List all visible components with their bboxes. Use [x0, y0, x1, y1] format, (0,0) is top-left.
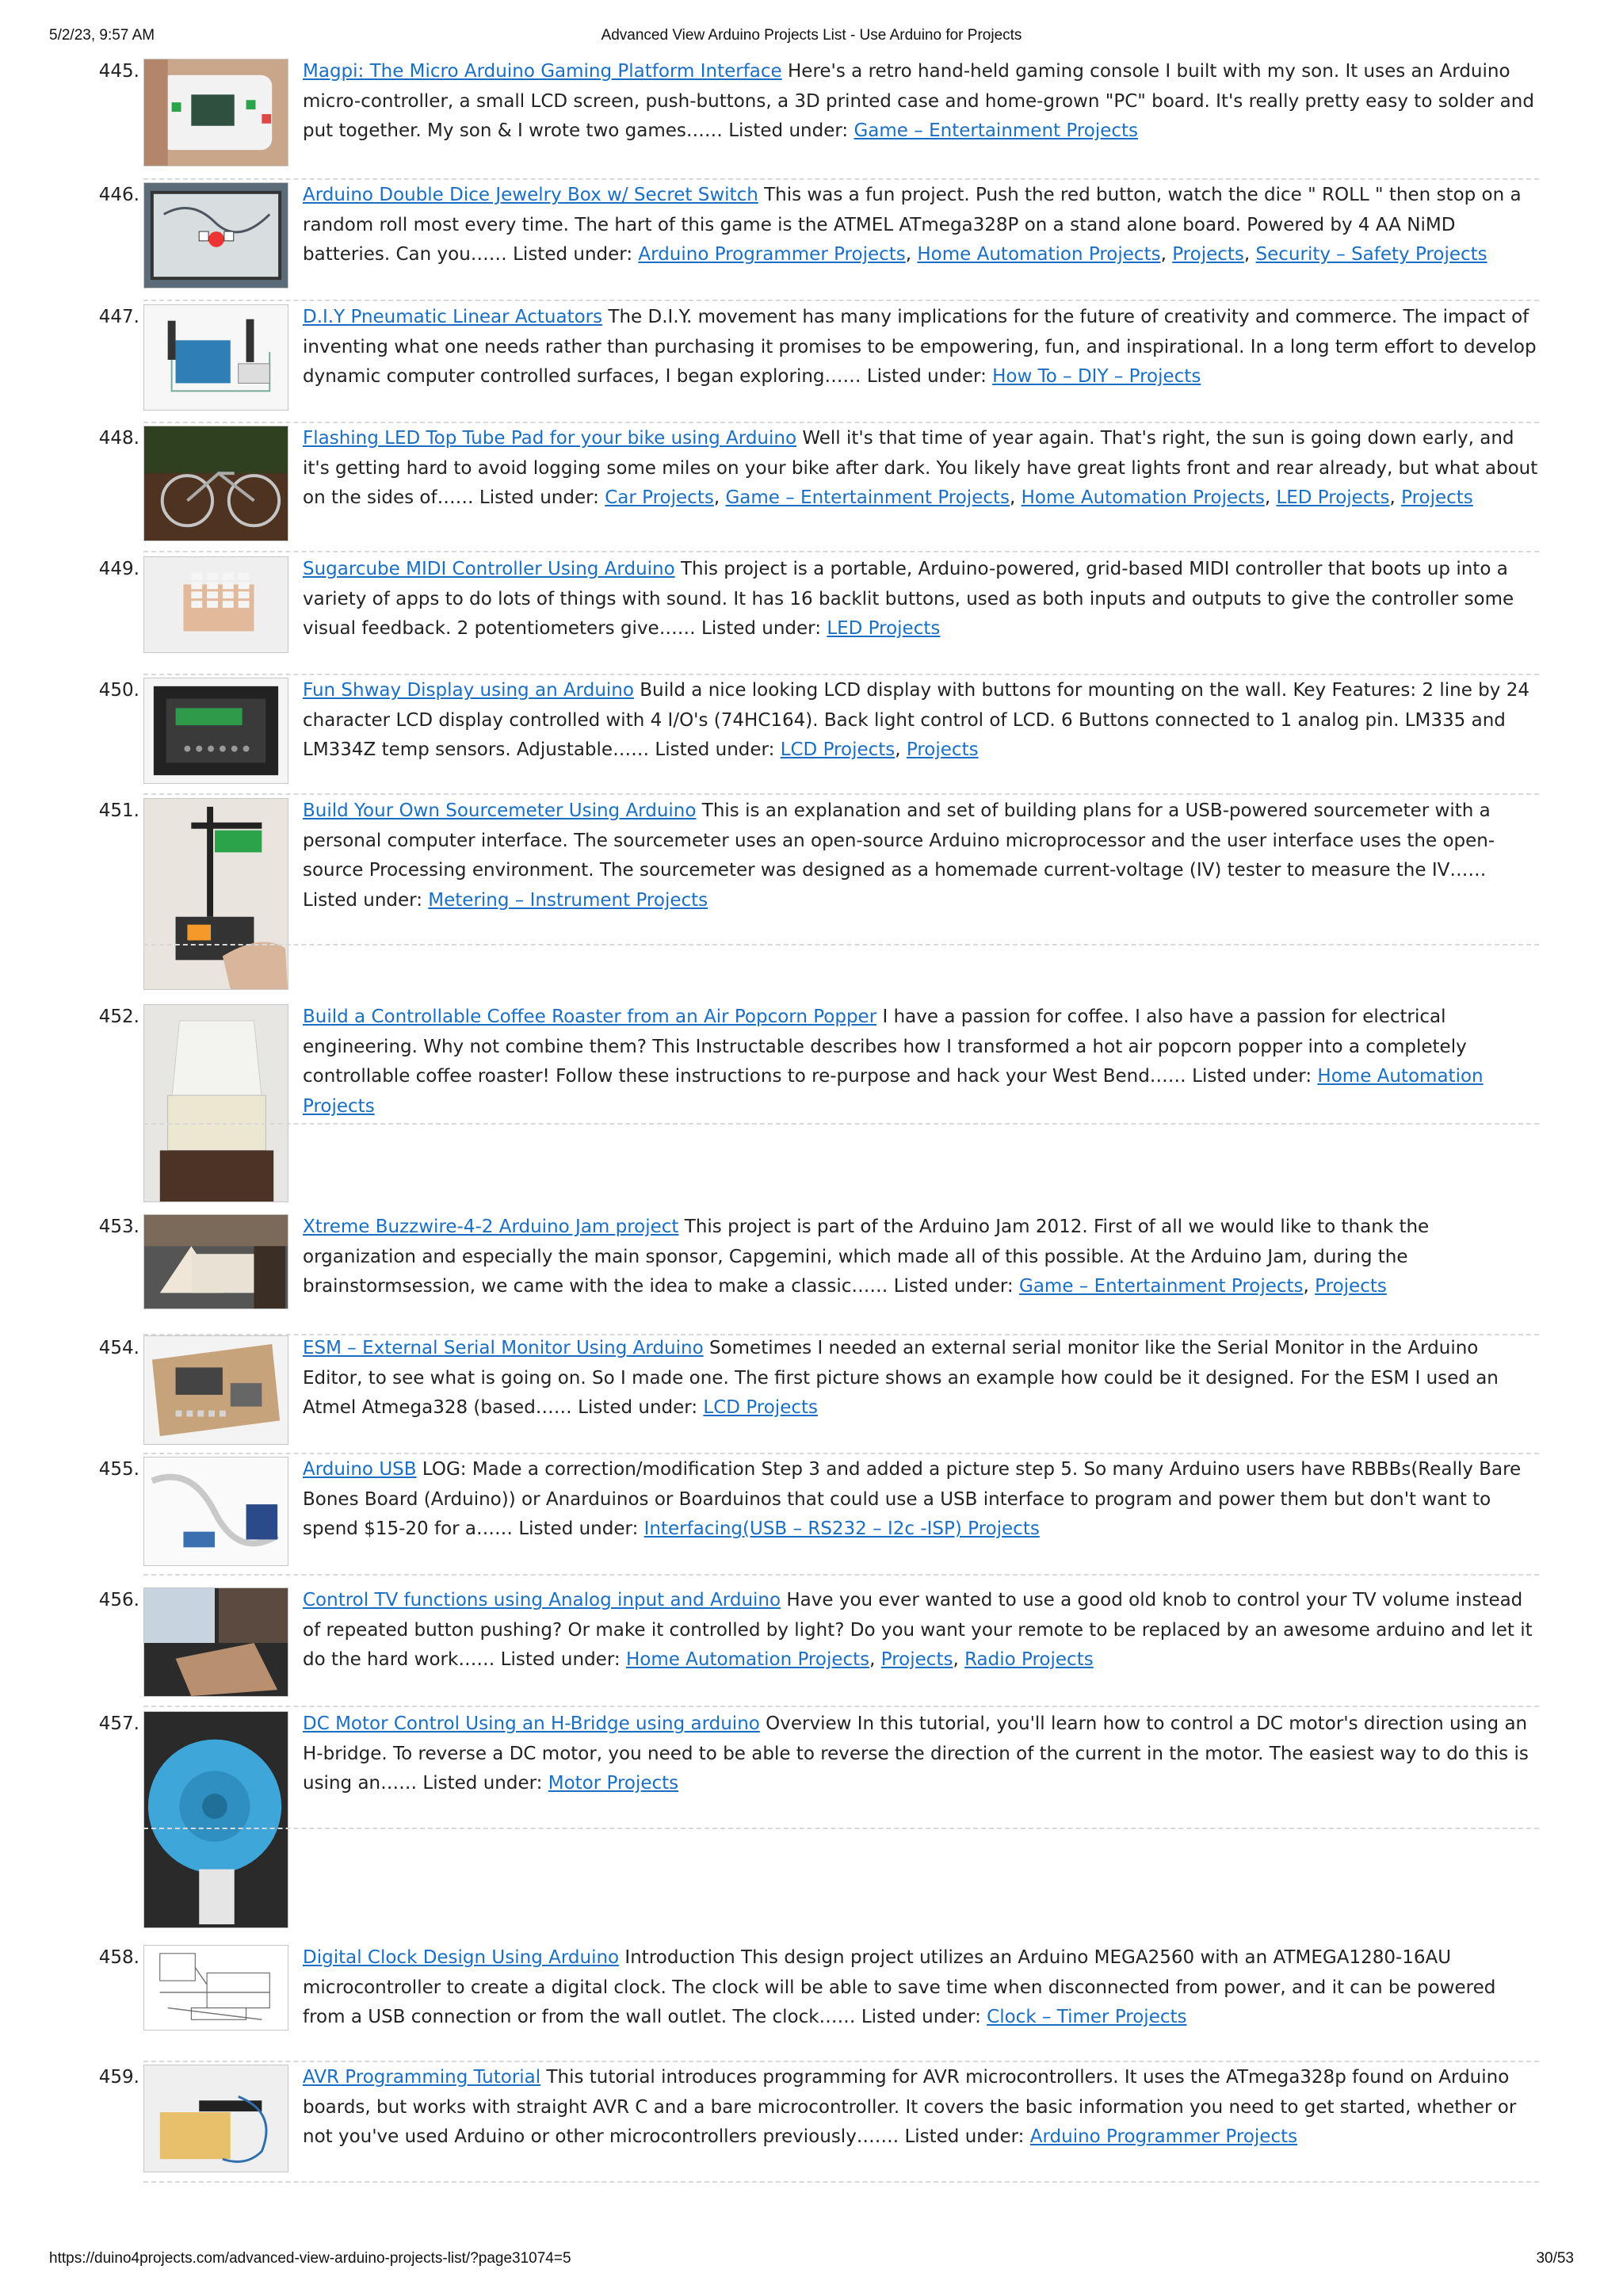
category-link[interactable]: Arduino Programmer Projects	[638, 244, 906, 265]
category-separator: ,	[953, 1649, 965, 1670]
print-footer	[0, 2250, 1623, 2271]
project-description: I have a passion for coffee. I also have a passion for electrical engineering. Why not combine them? This Instructable describes how I transformed a hot air popcorn popper into a completely controllable coffee roaster! Follow these instructions to re-purpose and hack your West Bend……	[303, 1007, 1467, 1087]
entry-text	[303, 57, 1539, 147]
category-separator: ,	[1010, 487, 1022, 508]
category-link[interactable]: Home Automation Projects	[1021, 487, 1265, 508]
category-link[interactable]: Projects	[1315, 1276, 1387, 1297]
entry-number: 446.	[98, 185, 139, 205]
project-description: Introduction This design project utilizes an Arduino MEGA2560 with an ATMEGA1280-16AU microcontroller to create a digital clock. The clock will be able to save time when disconnected from power, and it can be powered from a USB connection or from the wall outlet. The clock……	[303, 1947, 1496, 2027]
category-separator: ,	[713, 487, 726, 508]
category-link[interactable]: LED Projects	[1276, 487, 1390, 508]
entry-text	[303, 555, 1539, 644]
listed-under-label: Listed under:	[904, 2126, 1030, 2147]
category-link[interactable]: Metering – Instrument Projects	[428, 889, 708, 911]
project-thumbnail[interactable]	[143, 1335, 288, 1445]
project-description: This is an explanation and set of building plans for a USB-powered sourcemeter with a personal computer interface. The sourcemeter uses an open-source Arduino microprocessor and the user interface uses the open-source Processing environment. The sourcemeter was designed as a homemade current-voltage (IV) tester to measure the IV……	[303, 800, 1495, 881]
entry-text	[303, 181, 1539, 270]
project-title-link[interactable]: Digital Clock Design Using Arduino	[303, 1947, 620, 1968]
entry-number: 450.	[98, 680, 139, 701]
project-title-link[interactable]: Flashing LED Top Tube Pad for your bike using Arduino	[303, 428, 797, 449]
project-title-link[interactable]: Control TV functions using Analog input and Arduino	[303, 1590, 781, 1610]
category-separator: ,	[905, 244, 918, 265]
project-description: This project is part of the Arduino Jam 2012. First of all we would like to thank the organization and especially the main sponsor, Capgemini, which made all of this possible. At the Arduino Jam, during the brainstormsession, we came with the idea to make a classic……	[303, 1217, 1430, 1297]
entry-number: 454.	[98, 1338, 139, 1358]
listed-under-label: Listed under:	[518, 1519, 644, 1539]
category-link[interactable]: LCD Projects	[703, 1397, 818, 1418]
entry-divider	[143, 944, 1539, 946]
entry-text	[303, 2063, 1539, 2153]
project-title-link[interactable]: D.I.Y Pneumatic Linear Actuators	[303, 307, 603, 327]
category-link[interactable]: Clock – Timer Projects	[987, 2007, 1187, 2027]
print-page-number: 30/53	[1536, 2250, 1574, 2267]
listed-under-label: Listed under:	[701, 618, 827, 639]
listed-under-label: Listed under:	[866, 366, 993, 387]
project-description: Overview In this tutorial, you'll learn how to control a DC motor's direction using an H-bridge. To reverse a DC motor, you need to be able to reverse the direction of the current in the motor. The easiest way to do this is using an……	[303, 1713, 1529, 1794]
entry-text	[303, 1455, 1539, 1545]
project-description: Well it's that time of year again. That's right, the sun is going down early, and it's getting hard to avoid logging some miles on your bike after dark. You likely have great lights front and rear already, but what about on the sides of……	[303, 428, 1538, 508]
category-link[interactable]: Projects	[906, 739, 979, 760]
entry-text	[303, 797, 1539, 915]
entry-divider	[143, 1706, 1539, 1707]
print-header	[0, 27, 1623, 48]
project-thumbnail[interactable]	[143, 556, 288, 653]
listed-under-label: Listed under:	[500, 1649, 626, 1670]
category-link[interactable]: How To – DIY – Projects	[992, 366, 1201, 387]
project-thumbnail[interactable]	[143, 1214, 288, 1309]
print-url: https://duino4projects.com/advanced-view-arduino-projects-list/?page31074=5	[49, 2250, 571, 2267]
entry-text	[303, 1586, 1539, 1675]
entry-text	[303, 1334, 1539, 1423]
project-title-link[interactable]: Arduino Double Dice Jewelry Box w/ Secret Switch	[303, 185, 758, 205]
entry-number: 451.	[98, 800, 139, 821]
print-page-title: Advanced View Arduino Projects List - Use Arduino for Projects	[601, 27, 1022, 44]
category-link[interactable]: Car Projects	[605, 487, 714, 508]
entry-divider	[143, 1828, 1539, 1829]
project-title-link[interactable]: Magpi: The Micro Arduino Gaming Platform Interface	[303, 61, 782, 82]
entry-number: 448.	[98, 428, 139, 449]
listed-under-label: Listed under:	[861, 2007, 987, 2027]
project-thumbnail[interactable]	[143, 1945, 288, 2030]
category-link[interactable]: Radio Projects	[964, 1649, 1094, 1670]
category-link[interactable]: Game – Entertainment Projects	[1019, 1276, 1304, 1297]
listed-under-label: Listed under:	[578, 1397, 704, 1418]
category-link[interactable]: Arduino Programmer Projects	[1029, 2126, 1298, 2147]
project-description: This was a fun project. Push the red button, watch the dice " ROLL " then stop on a random roll most every time. The hart of this game is the ATMEL ATmega328P on a stand alone board. Powered by 4 AA NiMD batteries. Can you……	[303, 185, 1522, 265]
project-description: Build a nice looking LCD display with buttons for mounting on the wall. Key Features: 2 line by 24 character LCD display controlled with 4 I/O's (74HC164). Back light control of LCD. 6 Buttons connected to 1 analog pin. LM335 and LM334Z temp sensors. Adjustable……	[303, 680, 1529, 760]
entry-text	[303, 676, 1539, 766]
listed-under-label: Listed under:	[655, 739, 781, 760]
category-link[interactable]: Interfacing(USB – RS232 – I2c -ISP) Projects	[643, 1519, 1040, 1539]
entry-number: 452.	[98, 1007, 139, 1027]
category-separator: ,	[1303, 1276, 1316, 1297]
project-thumbnail[interactable]	[143, 678, 288, 784]
category-separator: ,	[1160, 244, 1173, 265]
category-link[interactable]: LCD Projects	[780, 739, 896, 760]
project-thumbnail[interactable]	[143, 1587, 288, 1697]
print-datetime: 5/2/23, 9:57 AM	[49, 27, 155, 44]
project-thumbnail[interactable]	[143, 182, 288, 288]
entry-divider	[143, 1453, 1539, 1454]
entry-divider	[143, 551, 1539, 552]
entry-number: 447.	[98, 307, 139, 327]
project-thumbnail[interactable]	[143, 426, 288, 541]
listed-under-label: Listed under:	[893, 1276, 1019, 1297]
project-description: LOG: Made a correction/modification Step 3 and added a picture step 5. So many Arduino users have RBBBs(Really Bare Bones Board (Arduino)) or Anarduinos or Boarduinos that could use a USB interface to program and power them but don't want to spend $15-20 for a……	[303, 1459, 1522, 1539]
listed-under-label: Listed under:	[479, 487, 605, 508]
category-link[interactable]: Motor Projects	[548, 1773, 679, 1794]
project-thumbnail[interactable]	[143, 304, 288, 411]
category-separator: ,	[1243, 244, 1256, 265]
entry-divider	[143, 674, 1539, 675]
category-separator: ,	[869, 1649, 881, 1670]
listed-under-label: Listed under:	[1192, 1066, 1318, 1087]
entry-text	[303, 424, 1539, 514]
project-title-link[interactable]: Fun Shway Display using an Arduino	[303, 680, 634, 701]
category-link[interactable]: Home Automation Projects	[625, 1649, 870, 1670]
entry-text	[303, 1710, 1539, 1799]
category-link[interactable]: Projects	[880, 1649, 953, 1670]
entry-text	[303, 1943, 1539, 2033]
project-title-link[interactable]: AVR Programming Tutorial	[303, 2067, 541, 2088]
listed-under-label: Listed under:	[728, 120, 854, 141]
entry-divider	[143, 422, 1539, 423]
project-title-link[interactable]: Build a Controllable Coffee Roaster from an Air Popcorn Popper	[303, 1007, 877, 1027]
project-title-link[interactable]: ESM – External Serial Monitor Using Arduino	[303, 1338, 704, 1358]
entry-number: 457.	[98, 1713, 139, 1734]
entry-divider	[143, 2181, 1539, 2183]
entry-text	[303, 1003, 1539, 1121]
category-link[interactable]: Game – Entertainment Projects	[854, 120, 1139, 141]
category-link[interactable]: LED Projects	[827, 618, 941, 639]
project-description: This tutorial introduces programming for AVR microcontrollers. It uses the ATmega328p found on Arduino boards, but works with straight AVR C and a bare microcontroller. It covers the basic information you need to get started, whether or not you've used Arduino or other microcontrollers previously…….	[303, 2067, 1517, 2147]
project-thumbnail[interactable]	[143, 1711, 288, 1928]
category-link[interactable]: Home Automation Projects	[917, 244, 1161, 265]
entry-text	[303, 303, 1539, 392]
entry-number: 458.	[98, 1947, 139, 1968]
entry-divider	[143, 178, 1539, 180]
project-title-link[interactable]: DC Motor Control Using an H-Bridge using arduino	[303, 1713, 760, 1734]
entry-divider	[143, 300, 1539, 301]
project-thumbnail[interactable]	[143, 798, 288, 990]
project-thumbnail[interactable]	[143, 1457, 288, 1566]
project-title-link[interactable]: Xtreme Buzzwire-4-2 Arduino Jam project	[303, 1217, 679, 1237]
entry-text	[303, 1213, 1539, 1302]
project-title-link[interactable]: Arduino USB	[303, 1459, 417, 1480]
entry-number: 459.	[98, 2067, 139, 2088]
category-link[interactable]: Game – Entertainment Projects	[725, 487, 1010, 508]
category-link[interactable]: Security – Safety Projects	[1255, 244, 1487, 265]
entry-divider	[143, 793, 1539, 795]
entry-divider	[143, 2061, 1539, 2062]
category-link[interactable]: Home Automation Projects	[303, 1066, 1484, 1117]
entry-number: 456.	[98, 1590, 139, 1610]
category-separator: ,	[1264, 487, 1277, 508]
entry-divider	[143, 1123, 1539, 1125]
listed-under-label: Listed under:	[422, 1773, 548, 1794]
category-link[interactable]: Projects	[1172, 244, 1244, 265]
project-thumbnail[interactable]	[143, 2065, 288, 2172]
project-thumbnail[interactable]	[143, 1004, 288, 1202]
entry-number: 455.	[98, 1459, 139, 1480]
project-description: Have you ever wanted to use a good old knob to control your TV volume instead of repeated button pushing? Or make it controlled by light? Do you want your remote to be replaced by an awesome arduino and let it do the hard work……	[303, 1590, 1533, 1670]
category-link[interactable]: Projects	[1401, 487, 1473, 508]
entry-divider	[143, 1574, 1539, 1576]
project-description: The D.I.Y. movement has many implications for the future of creativity and commerce. The impact of inventing what one needs rather than purchasing it promises to be empowering, fun, and inspirational. In a long term effort to develop dynamic computer controlled surfaces, I began exploring……	[303, 307, 1537, 387]
project-thumbnail[interactable]	[143, 59, 288, 166]
category-separator: ,	[1389, 487, 1402, 508]
project-description: This project is a portable, Arduino-powered, grid-based MIDI controller that boots up into a variety of apps to do lots of things with sound. It has 16 backlit buttons, used as both inputs and outputs to give the controller some visual feedback. 2 potentiometers give……	[303, 559, 1514, 639]
category-separator: ,	[895, 739, 907, 760]
project-title-link[interactable]: Sugarcube MIDI Controller Using Arduino	[303, 559, 675, 579]
entry-number: 453.	[98, 1217, 139, 1237]
project-description: Here's a retro hand-held gaming console I built with my son. It uses an Arduino micro-controller, a small LCD screen, push-buttons, a 3D printed case and home-grown "PC" board. It's really pretty easy to solder and put together. My son & I wrote two games……	[303, 61, 1534, 141]
entry-number: 449.	[98, 559, 139, 579]
listed-under-label: Listed under:	[513, 244, 639, 265]
project-title-link[interactable]: Build Your Own Sourcemeter Using Arduino	[303, 800, 697, 821]
entry-number: 445.	[98, 61, 139, 82]
listed-under-label: Listed under:	[303, 889, 429, 911]
project-description: Sometimes I needed an external serial monitor like the Serial Monitor in the Arduino Editor, to see what is going on. So I made one. The first picture shows an example how could be it designed. For the ESM I used an Atmel Atmega328 (based……	[303, 1338, 1499, 1418]
